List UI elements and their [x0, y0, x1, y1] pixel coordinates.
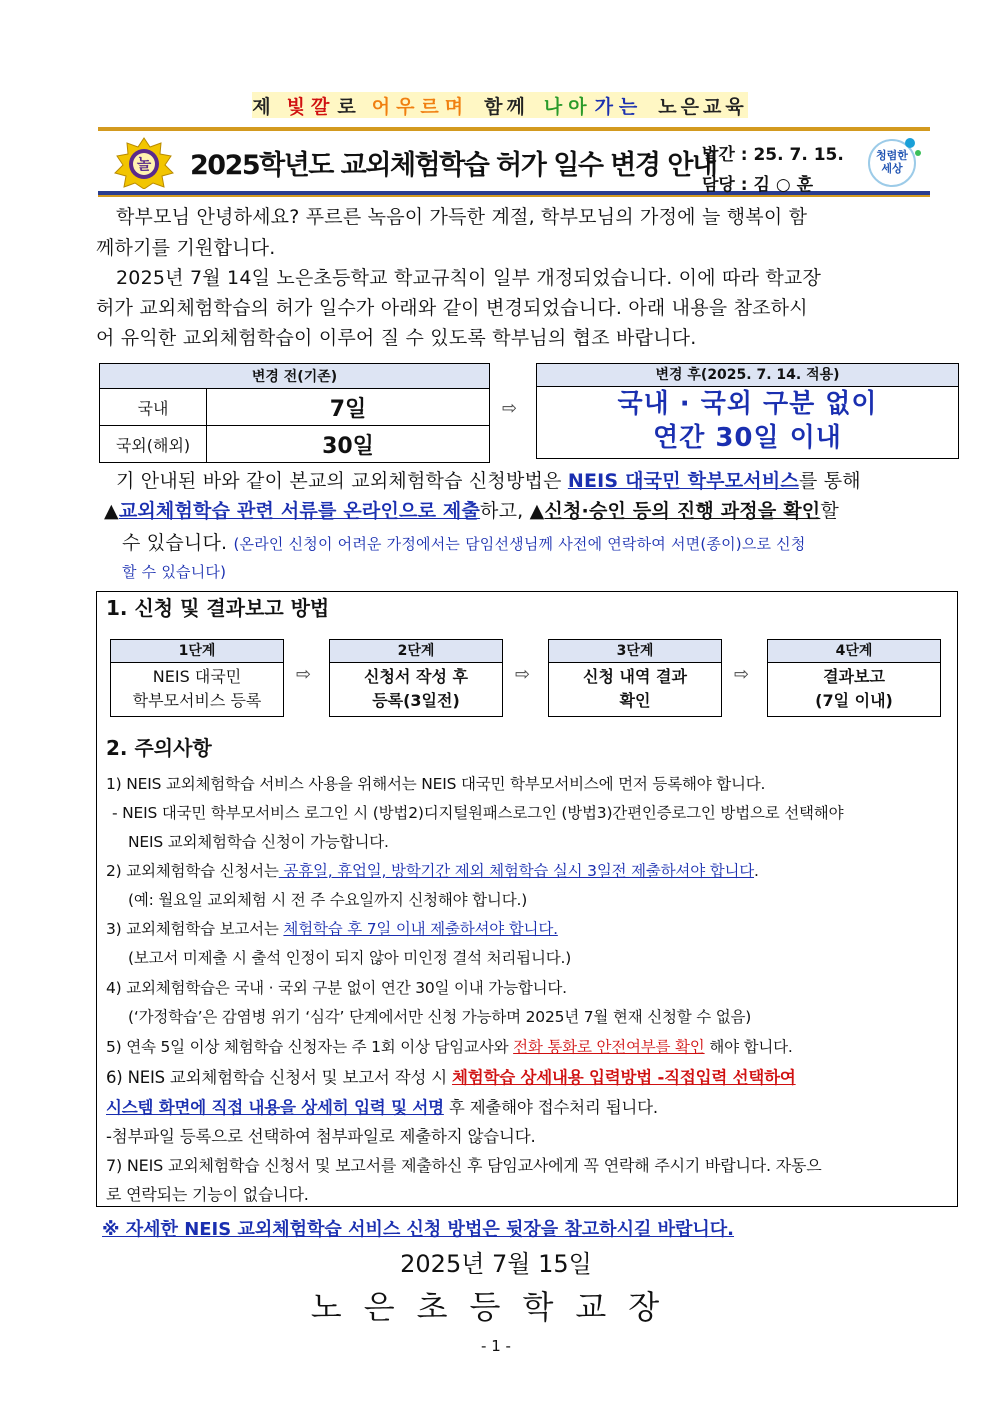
- guide-line: [104, 496, 904, 527]
- header-top-rule: [98, 127, 930, 131]
- intro-line: 학부모님 안녕하세요? 푸르른 녹음이 가득한 계절, 학부모님의 가정에 늘 행복이 함: [116, 206, 808, 228]
- guide-line: [122, 528, 922, 560]
- after-box: [536, 363, 959, 459]
- arrow-right-icon: ⇨: [515, 664, 531, 685]
- before-table: [99, 363, 490, 463]
- step-box: [548, 639, 722, 717]
- intro-line: 께하기를 기원합니다.: [96, 237, 276, 259]
- slogan-part: 어우르며: [371, 95, 470, 118]
- after-value-line1: 국내 · 국외 구분 없이: [617, 389, 878, 419]
- notice-item: [106, 1033, 793, 1062]
- step-line: 신청 내역 결과: [583, 667, 687, 686]
- guide-highlight: 교외체험학습 관련 서류를 온라인으로 제출: [118, 500, 481, 522]
- notice-text: 해야 합니다.: [704, 1038, 793, 1056]
- issue-date: 발간 : 25. 7. 15.: [702, 145, 844, 165]
- before-table-header: 변경 전(기존): [100, 364, 490, 389]
- intro-line: 2025년 7월 14일 노은초등학교 학교규칙이 일부 개정되었습니다. 이에 따라 학교장: [116, 267, 822, 289]
- footer-note: ※ 자세한 NEIS 교외체험학습 서비스 신청 방법은 뒷장을 참고하시길 바랍니다.: [102, 1219, 735, 1240]
- step-line: 등록(3일전): [372, 691, 460, 710]
- step-line: 확인: [619, 691, 651, 710]
- triangle-icon: ▲: [104, 500, 119, 522]
- before-row-label: 국외(해외): [100, 426, 207, 463]
- section-title: 1. 신청 및 결과보고 방법: [106, 596, 330, 620]
- guide-text: 할: [820, 500, 839, 522]
- notice-text: 5) 연속 5일 이상 체험학습 신청자는 주 1회 이상 담임교사와: [106, 1038, 514, 1056]
- slogan-part: 빛깔: [286, 95, 336, 118]
- notice-text: 6) NEIS 교외체험학습 신청서 및 보고서 작성 시: [106, 1068, 453, 1087]
- guide-highlight: 신청·승인 등의 진행 과정을 확인: [544, 500, 821, 522]
- after-header: 변경 후(2025. 7. 14. 적용): [537, 364, 958, 387]
- slogan-part: 제: [252, 95, 272, 118]
- notice-item: (예: 월요일 교외체험 시 전 주 수요일까지 신청해야 합니다.): [128, 891, 528, 909]
- notice-text: 3) 교외체험학습 보고서는: [106, 920, 284, 938]
- step-head: 2단계: [330, 640, 502, 663]
- after-value-line2: 연간 30일 이내: [653, 423, 842, 453]
- school-logo: [112, 137, 176, 189]
- guide-text: 수 있습니다.: [122, 532, 234, 554]
- notice-item: (보고서 미제출 시 출석 인정이 되지 않아 미인정 결석 처리됩니다.): [128, 949, 572, 967]
- step-line: 신청서 작성 후: [364, 667, 468, 686]
- arrow-right-icon: ⇨: [502, 398, 518, 419]
- slogan-part: 가는: [594, 95, 644, 118]
- before-row-value: 30일: [207, 426, 490, 463]
- notice-item: 1) NEIS 교외체험학습 서비스 사용을 위해서는 NEIS 대국민 학부모서비스에 먼저 등록해야 합니다.: [106, 775, 766, 793]
- triangle-icon: ▲: [529, 500, 545, 522]
- integrity-badge: [858, 135, 926, 189]
- slogan-banner: [252, 92, 748, 118]
- notice-highlight: 전화 통화로 안전여부를 확인: [513, 1038, 705, 1056]
- badge-text: 청렴한 세상: [876, 149, 908, 175]
- notice-text: .: [754, 862, 759, 880]
- logo-text: 놀: [136, 155, 152, 173]
- notice-text: 후 제출해야 접수처리 됩니다.: [443, 1098, 658, 1117]
- step-head: 4단계: [768, 640, 940, 663]
- notice-highlight: 공휴일, 휴업일, 방학기간 제외 체험학습 실시 3일전 제출하셔야 합니다: [278, 862, 755, 880]
- page-title: 2025학년도 교외체험학습 허가 일수 변경 안내: [190, 150, 717, 181]
- step-line: 학부모서비스 등록: [132, 691, 262, 710]
- guide-note: (온라인 신청이 어려운 가정에서는 담임선생님께 사전에 연락하여 서면(종이)으로 신청: [233, 535, 806, 553]
- notice-highlight: 시스템 화면에 직접 내용을 상세히 입력 및 서명: [106, 1098, 444, 1117]
- intro-line: 허가 교외체험학습의 허가 일수가 아래와 같이 변경되었습니다. 아래 내용을 참조하시: [96, 297, 808, 319]
- notice-item: [106, 1093, 658, 1122]
- slogan-part: 나아: [543, 95, 593, 118]
- guide-text: 기 안내된 바와 같이 본교의 교외체험학습 신청방법은: [116, 470, 568, 492]
- manager-name: 담당 : 김 ○ 훈: [702, 175, 813, 195]
- neis-service-link: NEIS 대국민 학부모서비스: [567, 470, 799, 492]
- guide-note: 할 수 있습니다): [122, 563, 227, 581]
- notice-item: 로 연락되는 기능이 없습니다.: [106, 1185, 309, 1204]
- slogan-part: 노은교육: [658, 95, 748, 118]
- notice-item: [106, 857, 759, 886]
- notice-item: [106, 1063, 796, 1092]
- step-line: 결과보고: [823, 667, 885, 686]
- school-principal: 노은초등학교장: [310, 1288, 682, 1326]
- intro-line: 어 유익한 교외체험학습이 이루어 질 수 있도록 학부님의 협조 바랍니다.: [96, 327, 697, 349]
- notice-item: (‘가정학습’은 감염병 위기 ‘심각’ 단계에서만 신청 가능하며 2025년 7월 현재 신청할 수 없음): [128, 1008, 752, 1026]
- slogan-part: 로: [337, 95, 357, 118]
- step-box: [110, 639, 284, 717]
- arrow-right-icon: ⇨: [734, 664, 750, 685]
- before-row-label: 국내: [100, 389, 207, 426]
- step-line: (7일 이내): [815, 691, 893, 710]
- before-row-value: 7일: [207, 389, 490, 426]
- step-head: 1단계: [111, 640, 283, 663]
- page-number: - 1 -: [481, 1337, 511, 1355]
- step-box: [329, 639, 503, 717]
- guide-line: [116, 466, 916, 497]
- arrow-right-icon: ⇨: [296, 664, 312, 685]
- notice-item: - NEIS 대국민 학부모서비스 로그인 시 (방법2)디지털원패스로그인 (방법3)간편인증로그인 방법으로 선택해야: [112, 804, 844, 822]
- step-head: 3단계: [549, 640, 721, 663]
- notice-item: 4) 교외체험학습은 국내 · 국외 구분 없이 연간 30일 이내 가능합니다.: [106, 979, 567, 997]
- notice-item: -첨부파일 등록으로 선택하여 첨부파일로 제출하지 않습니다.: [106, 1127, 536, 1146]
- guide-text: 하고,: [480, 500, 530, 522]
- notice-item: NEIS 교외체험학습 신청이 가능합니다.: [128, 833, 389, 851]
- step-line: NEIS 대국민: [152, 667, 242, 686]
- notice-highlight: 체험학습 상세내용 입력방법 -직접입력 선택하여: [452, 1068, 796, 1087]
- notice-highlight: 체험학습 후 7일 이내 제출하셔야 합니다.: [283, 920, 558, 938]
- notice-item: 7) NEIS 교외체험학습 신청서 및 보고서를 제출하신 후 담임교사에게 꼭 연락해 주시기 바랍니다. 자동으: [106, 1156, 822, 1175]
- guide-text: 를 통해: [798, 470, 861, 492]
- step-box: [767, 639, 941, 717]
- slogan-part: 함께: [484, 95, 529, 118]
- header-bottom-rule-accent: [98, 195, 930, 197]
- section-title: 2. 주의사항: [106, 736, 212, 760]
- notice-text: 2) 교외체험학습 신청서는: [106, 862, 279, 880]
- notice-item: [106, 915, 558, 944]
- issue-date-footer: 2025년 7월 15일: [400, 1250, 592, 1278]
